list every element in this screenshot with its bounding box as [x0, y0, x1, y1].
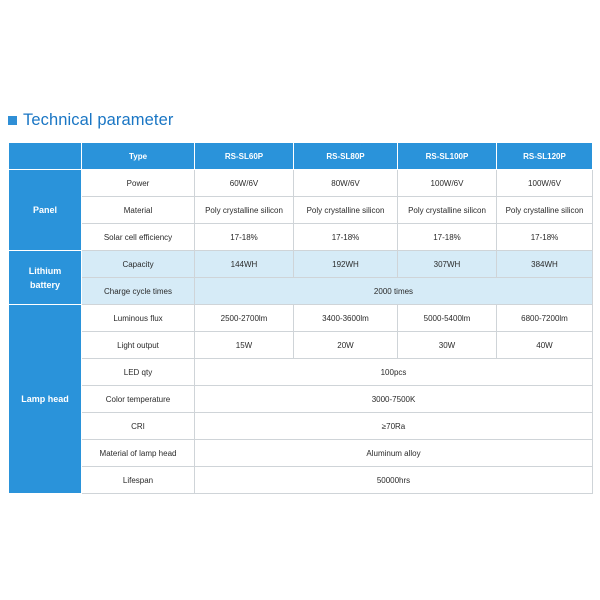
- table-cell: 100W/6V: [497, 170, 593, 197]
- header-type: Type: [82, 143, 195, 170]
- table-cell: 3000-7500K: [195, 386, 593, 413]
- section-heading: [8, 108, 173, 132]
- table-cell: 100W/6V: [398, 170, 497, 197]
- table-row: [9, 332, 593, 359]
- table-row: [9, 305, 593, 332]
- row-label: Color temperature: [82, 386, 195, 413]
- table-cell: 6800-7200lm: [497, 305, 593, 332]
- table-cell: Aluminum alloy: [195, 440, 593, 467]
- table-cell: 100pcs: [195, 359, 593, 386]
- table-cell: 17-18%: [497, 224, 593, 251]
- row-label: Luminous flux: [82, 305, 195, 332]
- table-cell: 20W: [294, 332, 398, 359]
- section-title: Technical parameter: [23, 110, 174, 129]
- table-cell: 15W: [195, 332, 294, 359]
- table-cell: 17-18%: [195, 224, 294, 251]
- table-cell: 50000hrs: [195, 467, 593, 494]
- table-row: [9, 440, 593, 467]
- square-bullet-icon: [8, 116, 17, 125]
- row-label: Charge cycle times: [82, 278, 195, 305]
- row-label: Material of lamp head: [82, 440, 195, 467]
- table-cell: 80W/6V: [294, 170, 398, 197]
- technical-parameter-table: [8, 142, 593, 494]
- row-label: Solar cell efficiency: [82, 224, 195, 251]
- table-cell: 2000 times: [195, 278, 593, 305]
- table-row: [9, 278, 593, 305]
- table-cell: 2500-2700lm: [195, 305, 294, 332]
- row-label: Power: [82, 170, 195, 197]
- table-header-row: [9, 143, 593, 170]
- group-panel: Panel: [9, 170, 82, 251]
- table-cell: 40W: [497, 332, 593, 359]
- table-cell: Poly crystalline silicon: [195, 197, 294, 224]
- table-cell: 3400-3600lm: [294, 305, 398, 332]
- table-cell: 17-18%: [294, 224, 398, 251]
- table-cell: 144WH: [195, 251, 294, 278]
- table-row: [9, 170, 593, 197]
- table-row: [9, 224, 593, 251]
- row-label: Light output: [82, 332, 195, 359]
- table-cell: 17-18%: [398, 224, 497, 251]
- table-cell: ≥70Ra: [195, 413, 593, 440]
- table-cell: Poly crystalline silicon: [294, 197, 398, 224]
- table-row: [9, 359, 593, 386]
- table-row: [9, 467, 593, 494]
- row-label: Capacity: [82, 251, 195, 278]
- table-cell: 192WH: [294, 251, 398, 278]
- row-label: Lifespan: [82, 467, 195, 494]
- table-cell: 5000-5400lm: [398, 305, 497, 332]
- table-row: [9, 386, 593, 413]
- header-model: RS-SL120P: [497, 143, 593, 170]
- table-row: [9, 197, 593, 224]
- header-model: RS-SL80P: [294, 143, 398, 170]
- group-label-line: battery: [29, 279, 60, 290]
- row-label: Material: [82, 197, 195, 224]
- row-label: CRI: [82, 413, 195, 440]
- table-row: [9, 413, 593, 440]
- group-label-line: Lithium: [28, 265, 62, 276]
- header-corner-cell: [9, 143, 82, 170]
- header-model: RS-SL100P: [398, 143, 497, 170]
- table-cell: 30W: [398, 332, 497, 359]
- table-cell: 60W/6V: [195, 170, 294, 197]
- table-cell: Poly crystalline silicon: [497, 197, 593, 224]
- table-cell: 384WH: [497, 251, 593, 278]
- table-cell: Poly crystalline silicon: [398, 197, 497, 224]
- header-model: RS-SL60P: [195, 143, 294, 170]
- table-row: [9, 251, 593, 278]
- group-lithium-battery: [9, 251, 82, 305]
- row-label: LED qty: [82, 359, 195, 386]
- group-lamp-head: Lamp head: [9, 305, 82, 494]
- table-cell: 307WH: [398, 251, 497, 278]
